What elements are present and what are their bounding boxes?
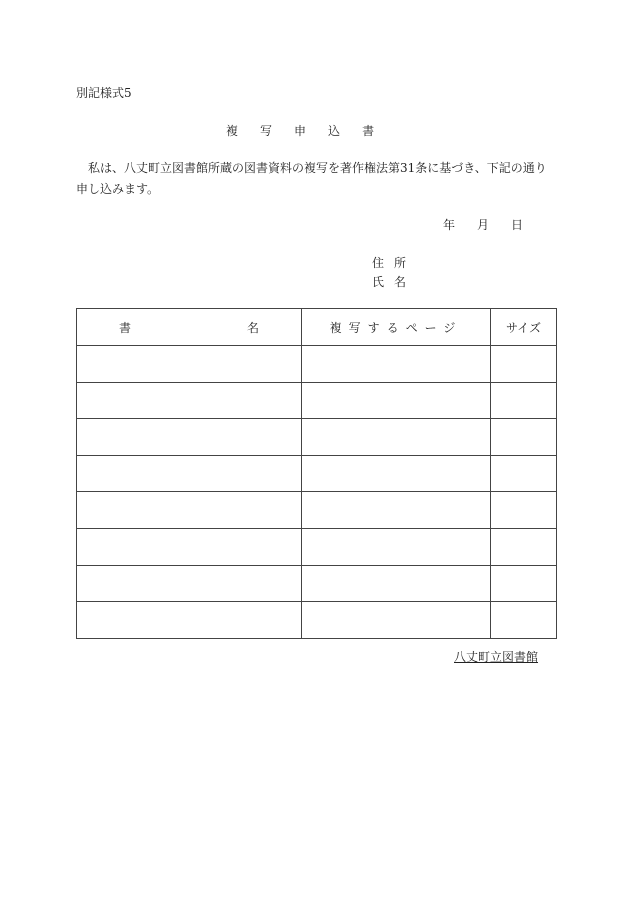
book-title-cell[interactable] — [77, 565, 302, 602]
size-cell[interactable] — [491, 382, 557, 419]
book-title-cell[interactable] — [77, 346, 302, 383]
pages-cell[interactable] — [302, 528, 491, 565]
table-row — [77, 346, 557, 383]
year-label: 年 — [443, 218, 456, 232]
day-label: 日 — [511, 218, 524, 232]
table-row — [77, 419, 557, 456]
table-row — [77, 492, 557, 529]
book-title-cell[interactable] — [77, 602, 302, 639]
table-row — [77, 565, 557, 602]
header-text: 書 — [119, 320, 132, 335]
pages-cell[interactable] — [302, 382, 491, 419]
table-row — [77, 602, 557, 639]
size-cell[interactable] — [491, 419, 557, 456]
header-size: サイズ — [491, 309, 557, 346]
size-cell[interactable] — [491, 565, 557, 602]
pages-cell[interactable] — [302, 455, 491, 492]
name-label: 氏 — [372, 275, 385, 289]
size-cell[interactable] — [491, 346, 557, 383]
name-label: 名 — [394, 275, 407, 289]
copy-request-table — [76, 308, 557, 639]
book-title-cell[interactable] — [77, 455, 302, 492]
header-book-title — [77, 309, 302, 346]
pages-cell[interactable] — [302, 419, 491, 456]
title-char: 込 — [328, 124, 341, 138]
table-row — [77, 382, 557, 419]
size-cell[interactable] — [491, 602, 557, 639]
book-title-cell[interactable] — [77, 492, 302, 529]
book-title-cell[interactable] — [77, 528, 302, 565]
form-id: 別記様式5 — [76, 86, 132, 100]
body-text: 私は、八丈町立図書館所蔵の図書資料の複写を著作権法第31条に基づき、下記の通り申し込みます。 — [76, 161, 547, 196]
table-row — [77, 455, 557, 492]
size-cell[interactable] — [491, 492, 557, 529]
address-label: 住 — [372, 256, 385, 270]
size-cell[interactable] — [491, 455, 557, 492]
pages-cell[interactable] — [302, 565, 491, 602]
book-title-cell[interactable] — [77, 382, 302, 419]
title-char: 写 — [260, 124, 273, 138]
title-char: 申 — [294, 124, 307, 138]
page-title — [226, 122, 396, 139]
pages-cell[interactable] — [302, 492, 491, 529]
library-name: 八丈町立図書館 — [454, 650, 539, 664]
name-field[interactable] — [372, 273, 416, 290]
month-label: 月 — [477, 218, 490, 232]
header-text: 名 — [246, 320, 259, 335]
header-pages: 複写するページ — [302, 309, 491, 346]
pages-cell[interactable] — [302, 346, 491, 383]
title-char: 複 — [226, 124, 239, 138]
table-row — [77, 528, 557, 565]
size-cell[interactable] — [491, 528, 557, 565]
book-title-cell[interactable] — [77, 419, 302, 456]
pages-cell[interactable] — [302, 602, 491, 639]
date-field[interactable] — [443, 216, 545, 233]
address-label: 所 — [394, 256, 407, 270]
table-header-row — [77, 309, 557, 346]
address-field[interactable] — [372, 254, 416, 271]
title-char: 書 — [362, 124, 375, 138]
